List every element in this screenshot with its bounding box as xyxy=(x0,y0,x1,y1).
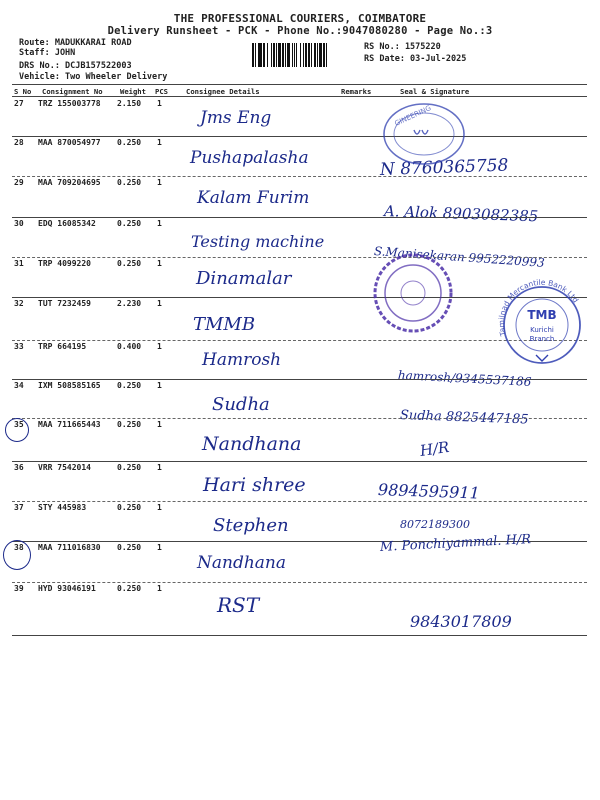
row-consignment-no: MAA 711665443 xyxy=(38,420,101,429)
row-sno: 36 xyxy=(14,463,24,472)
row-sno: 28 xyxy=(14,138,24,147)
row-consignee-handwritten: Dinamalar xyxy=(196,268,292,289)
row-separator xyxy=(12,501,587,502)
row-weight: 0.250 xyxy=(117,503,142,512)
row-pcs: 1 xyxy=(157,259,162,268)
row-signature: hamrosh/9345537186 xyxy=(397,368,532,389)
row-consignee-handwritten: Jms Eng xyxy=(200,108,272,128)
barcode-image xyxy=(252,43,352,67)
row-consignee-handwritten: Testing machine xyxy=(191,232,325,251)
seal-stamp-purple xyxy=(365,250,461,336)
row-sno: 29 xyxy=(14,178,24,187)
header-bottom-rule xyxy=(12,96,587,97)
row-weight: 0.250 xyxy=(117,178,142,187)
row-separator xyxy=(12,217,587,218)
row-consignment-no: TUT 7232459 xyxy=(38,299,91,308)
seal-stamp-top xyxy=(378,100,470,168)
tmb-logo-text: TMB xyxy=(527,308,557,322)
row-consignee-handwritten: Stephen xyxy=(213,515,289,536)
row-signature: S.Manisekaran 9952220993 xyxy=(373,244,546,270)
tmb-branch-2: Branch xyxy=(529,335,555,343)
row-weight: 0.250 xyxy=(117,138,142,147)
col-header-sno: S No xyxy=(14,87,32,96)
row-consignee-handwritten: RST xyxy=(217,593,260,617)
row-consignment-no: TRP 664195 xyxy=(38,342,87,351)
row-signature: 9843017809 xyxy=(410,612,512,631)
company-title: THE PROFESSIONAL COURIERS, COIMBATORE xyxy=(173,12,427,25)
row-sno: 38 xyxy=(14,543,24,552)
pen-circle-row-38 xyxy=(3,540,31,570)
row-pcs: 1 xyxy=(157,381,162,390)
row-weight: 0.250 xyxy=(117,463,142,472)
col-header-pcs: PCS xyxy=(155,87,168,96)
row-separator xyxy=(12,257,587,258)
svg-text:GINEERING: GINEERING xyxy=(393,104,433,128)
row-sno: 37 xyxy=(14,503,24,512)
row-pcs: 1 xyxy=(157,178,162,187)
row-weight: 2.230 xyxy=(117,299,142,308)
row-weight: 2.150 xyxy=(117,99,142,108)
col-header-remarks: Remarks xyxy=(341,87,372,96)
row-consignee-handwritten: Sudha xyxy=(212,394,270,415)
runsheet-subtitle: Delivery Runsheet - PCK - Phone No.:9047080280 - Page No.:3 xyxy=(107,25,493,37)
row-consignment-no: MAA 709204695 xyxy=(38,178,101,187)
row-sno: 31 xyxy=(14,259,24,268)
table-top-rule xyxy=(12,84,587,85)
row-sno: 34 xyxy=(14,381,24,390)
row-consignee-handwritten: TMMB xyxy=(193,314,256,335)
row-signature: 8072189300 xyxy=(400,518,470,531)
row-pcs: 1 xyxy=(157,219,162,228)
row-separator xyxy=(12,582,587,583)
row-separator xyxy=(12,418,587,419)
row-pcs: 1 xyxy=(157,138,162,147)
row-consignment-no: TRP 4099220 xyxy=(38,259,91,268)
row-separator xyxy=(12,176,587,177)
row-separator xyxy=(12,379,587,380)
col-header-seal: Seal & Signature xyxy=(400,87,470,96)
row-weight: 0.250 xyxy=(117,259,142,268)
row-consignment-no: HYD 93046191 xyxy=(38,584,96,593)
row-consignee-handwritten: Hari shree xyxy=(203,474,306,496)
row-sno: 30 xyxy=(14,219,24,228)
row-pcs: 1 xyxy=(157,342,162,351)
row-consignment-no: VRR 7542014 xyxy=(38,463,91,472)
row-sno: 35 xyxy=(14,420,24,429)
row-pcs: 1 xyxy=(157,99,162,108)
row-weight: 0.250 xyxy=(117,420,142,429)
col-header-weight: Weight xyxy=(120,87,146,96)
row-signature: H/R xyxy=(418,437,451,460)
tmb-stamp-text: Tamilnad Mercantile Bank Ltd xyxy=(496,277,581,338)
row-consignment-no: TRZ 155003778 xyxy=(38,99,101,108)
row-separator xyxy=(12,136,587,137)
row-signature: 9894595911 xyxy=(377,480,481,503)
row-pcs: 1 xyxy=(157,543,162,552)
row-pcs: 1 xyxy=(157,420,162,429)
row-consignee-handwritten: Hamrosh xyxy=(202,350,282,370)
row-consignment-no: IXM 508585165 xyxy=(38,381,101,390)
col-header-consignee: Consignee Details xyxy=(186,87,260,96)
row-consignee-handwritten: Nandhana xyxy=(197,553,287,573)
row-sno: 32 xyxy=(14,299,24,308)
row-pcs: 1 xyxy=(157,463,162,472)
row-pcs: 1 xyxy=(157,584,162,593)
row-consignment-no: MAA 711016830 xyxy=(38,543,101,552)
vehicle-text: Vehicle: Two Wheeler Delivery xyxy=(19,72,168,82)
row-consignee-handwritten: Pushapalasha xyxy=(190,148,309,168)
rs-number: RS No.: 1575220 xyxy=(364,42,441,52)
row-pcs: 1 xyxy=(157,299,162,308)
drs-number: DRS No.: DCJB157522003 xyxy=(19,61,132,71)
row-weight: 0.250 xyxy=(117,381,142,390)
row-weight: 0.250 xyxy=(117,219,142,228)
tmb-bank-stamp xyxy=(492,277,592,367)
row-signature: M. Ponchiyammal. H/R xyxy=(379,532,532,555)
row-sno: 33 xyxy=(14,342,24,351)
staff-text: Staff: JOHN xyxy=(19,48,76,58)
row-weight: 0.250 xyxy=(117,543,142,552)
tmb-branch-1: Kurichi xyxy=(530,326,554,334)
row-sno: 39 xyxy=(14,584,24,593)
row-weight: 0.250 xyxy=(117,584,142,593)
row-consignee-handwritten: Nandhana xyxy=(202,433,302,455)
col-header-consignment: Consignment No xyxy=(42,87,103,96)
row-signature: N 8760365758 xyxy=(379,155,509,180)
route-text: Route: MADUKKARAI ROAD xyxy=(19,38,132,48)
row-pcs: 1 xyxy=(157,503,162,512)
row-signature: Sudha 8825447185 xyxy=(399,408,529,428)
row-consignment-no: STY 445983 xyxy=(38,503,87,512)
row-signature: A. Alok 8903082385 xyxy=(383,202,539,226)
rs-date: RS Date: 03-Jul-2025 xyxy=(364,54,467,64)
row-weight: 0.400 xyxy=(117,342,142,351)
row-consignment-no: MAA 870054977 xyxy=(38,138,101,147)
row-separator xyxy=(12,461,587,462)
pen-circle-row-35 xyxy=(5,418,29,442)
row-sno: 27 xyxy=(14,99,24,108)
row-separator xyxy=(12,635,587,636)
row-consignee-handwritten: Kalam Furim xyxy=(197,188,310,208)
row-consignment-no: EDQ 16085342 xyxy=(38,219,96,228)
